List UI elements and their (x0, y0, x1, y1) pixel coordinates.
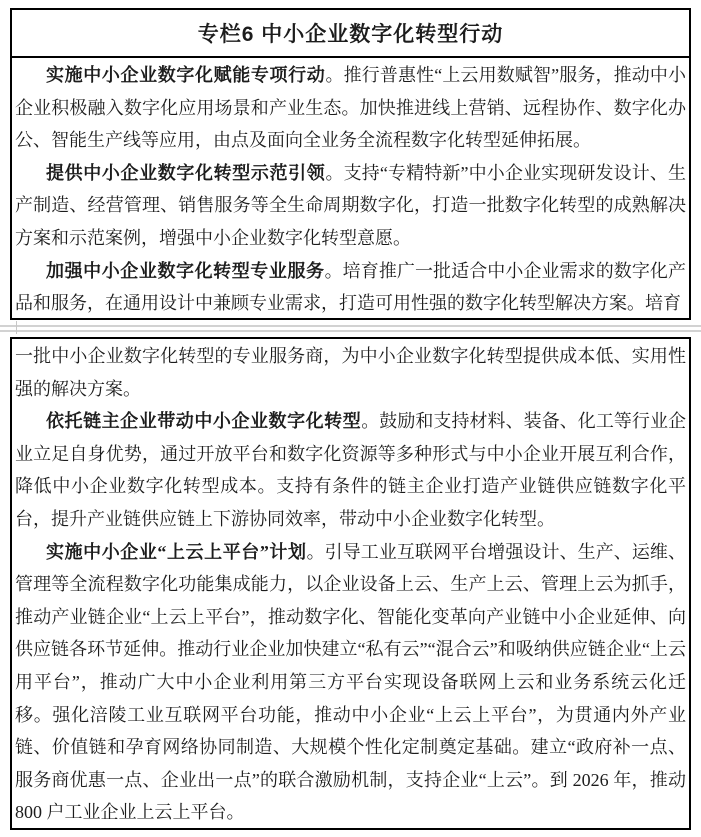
column-box-page1 (10, 8, 691, 320)
paragraph-text: 一批中小企业数字化转型的专业服务商，为中小企业数字化转型提供成本低、实用性强的解决方案。 (15, 346, 686, 399)
paragraph-lead: 实施中小企业“上云上平台”计划 (46, 541, 307, 562)
paragraph-text: 。鼓励和支持材料、装备、化工等行业企业立足自身优势，通过开放平台和数字化资源等多种形式与中小企业开展互利合作，降低中小企业数字化转型成本。支持有条件的链主企业打造产业链供应链数字化平台，提升产业链供应链上下游协同效率，带动中小企业数字化转型。 (15, 411, 686, 529)
paragraph-lead: 加强中小企业数字化转型专业服务 (46, 260, 325, 281)
paragraph (15, 536, 686, 829)
page-break-line-top (0, 325, 701, 327)
paragraph-lead: 提供中小企业数字化转型示范引领 (46, 162, 326, 183)
column-box-page2 (10, 337, 691, 830)
paragraph-text: 。培育推广一批适合中小企业需求的数字化产品和服务，在通用设计中兼顾专业需求，打造可用性强的数字化转型解决方案。培育 (15, 260, 687, 314)
paragraph (15, 340, 686, 405)
column-title: 专栏6 中小企业数字化转型行动 (12, 10, 689, 58)
paragraph-lead: 依托链主企业带动中小企业数字化转型 (46, 411, 362, 432)
paragraph-lead: 实施中小企业数字化赋能专项行动 (46, 65, 326, 85)
paragraph (15, 157, 686, 255)
paragraph (15, 405, 686, 535)
page-break-line-bottom (0, 330, 701, 332)
page-break-edge-tick (16, 321, 17, 334)
paragraph (15, 59, 686, 157)
paragraph-text: 。引导工业互联网平台增强设计、生产、运维、管理等全流程数字化功能集成能力，以企业设备上云、生产上云、管理上云为抓手，推动产业链企业“上云上平台”，推动数字化、智能化变革向产业链中小企业延伸、向供应链各环节延伸。推动行业企业加快建立“私有云”“混合云”和吸纳供应链企业“上云用平台”，推动广大中小企业利用第三方平台实现设备联网上云和业务系统云化迁移。强化涪陵工业互联网平台功能，推动中小企业“上云上平台”，为贯通内外产业链、价值链和孕育网络协同制造、大规模个性化定制奠定基础。建立“政府补一点、服务商优惠一点、企业出一点”的联合激励机制，支持企业“上云”。到 2026 年，推动 800 户工业企业上云上平台。 (15, 541, 687, 823)
paragraph-text: 。支持“专精特新”中小企业实现研发设计、生产制造、经营管理、销售服务等全生命周期数字化，打造一批数字化转型的成熟解决方案和示范案例，增强中小企业数字化转型意愿。 (15, 162, 686, 248)
column-body-page2 (12, 339, 689, 829)
paragraph (15, 255, 686, 320)
paragraph-text: 。推行普惠性“上云用数赋智”服务，推动中小企业积极融入数字化应用场景和产业生态。加快推进线上营销、远程协作、数字化办公、智能生产线等应用，由点及面向全业务全流程数字化转型延伸拓展。 (15, 65, 686, 151)
column-body-page1 (12, 58, 689, 320)
